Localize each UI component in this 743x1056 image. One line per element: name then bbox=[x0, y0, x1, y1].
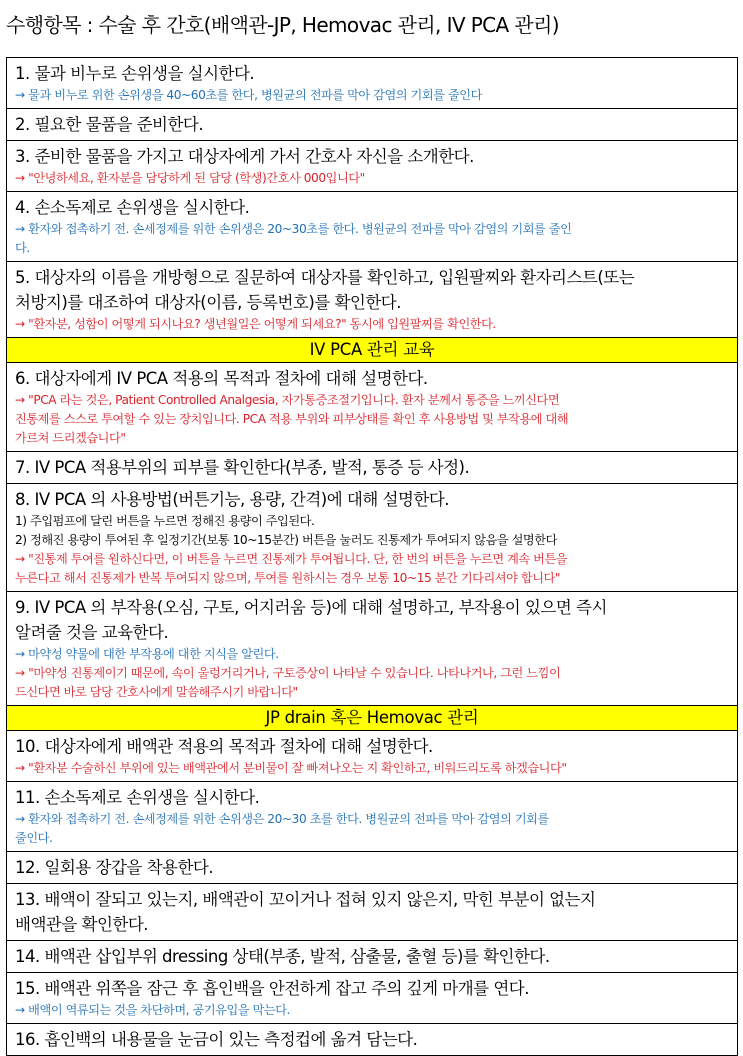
procedure-step bbox=[7, 591, 737, 705]
step-text: 16. 흡인백의 내용물을 눈금이 있는 측정컵에 옮겨 담는다. bbox=[15, 1030, 418, 1049]
step-text: 14. 배액관 삽입부위 dressing 상태(부종, 발적, 삼출물, 출혈 등)를 확인한다. bbox=[15, 947, 550, 966]
step-text: 13. 배액이 잘되고 있는지, 배액관이 꼬이거나 접혀 있지 않은지, 막힌 부분이 없는지 bbox=[15, 890, 596, 909]
step-text: 2. 필요한 물품을 준비한다. bbox=[15, 115, 204, 134]
rationale-note: → 마약성 약물에 대한 부작용에 대한 지식을 알린다. bbox=[15, 647, 279, 661]
step-text: 10. 대상자에게 배액관 적용의 목적과 절차에 대해 설명한다. bbox=[15, 737, 433, 756]
document-title: 수행항목 : 수술 후 간호(배액관-JP, Hemovac 관리, IV PCA 관리) bbox=[6, 13, 560, 37]
procedure-step bbox=[7, 883, 737, 940]
nurse-script: 누른다고 해서 진통제가 반복 투여되지 않으며, 투여를 원하시는 경우 보통 10~15 분간 기다리셔야 합니다" bbox=[15, 571, 560, 585]
step-text-continued: 배액관을 확인한다. bbox=[15, 915, 149, 934]
procedure-step bbox=[7, 730, 737, 781]
nurse-script: 드신다면 바로 담당 간호사에게 말씀해주시기 바랍니다" bbox=[15, 685, 298, 699]
section-header: JP drain 혹은 Hemovac 관리 bbox=[7, 705, 737, 730]
step-text: 6. 대상자에게 IV PCA 적용의 목적과 절차에 대해 설명한다. bbox=[15, 369, 428, 388]
step-text: 9. IV PCA 의 부작용(오심, 구토, 어지러움 등)에 대해 설명하고, 부작용이 있으면 즉시 bbox=[15, 598, 607, 617]
nurse-script: 가르쳐 드리겠습니다" bbox=[15, 431, 126, 445]
step-text: 15. 배액관 위쪽을 잠근 후 흡인백을 안전하게 잡고 주의 깊게 마개를 연다. bbox=[15, 979, 529, 998]
step-text: 7. IV PCA 적용부위의 피부를 확인한다(부종, 발적, 통증 등 사정). bbox=[15, 458, 470, 477]
rationale-note: 다. bbox=[15, 241, 30, 255]
section-header: IV PCA 관리 교육 bbox=[7, 337, 737, 362]
procedure-step bbox=[7, 58, 737, 108]
rationale-note: 줄인다. bbox=[15, 831, 53, 845]
nurse-script: → "PCA 라는 것은, Patient Controlled Analgesia, 자가통증조절기입니다. 환자 분께서 통증을 느끼신다면 bbox=[15, 393, 560, 407]
nurse-script: → "진통제 투여를 원하신다면, 이 버튼을 누르면 진통제가 투여됩니다. 단, 한 번의 버튼을 누르면 계속 버튼을 bbox=[15, 552, 568, 566]
procedure-step bbox=[7, 451, 737, 483]
procedure-step bbox=[7, 483, 737, 591]
step-text: 1. 물과 비누로 손위생을 실시한다. bbox=[15, 64, 255, 83]
procedure-step bbox=[7, 191, 737, 261]
step-text-continued: 처방지)를 대조하여 대상자(이름, 등록번호)를 확인한다. bbox=[15, 293, 401, 312]
procedure-step bbox=[7, 781, 737, 851]
rationale-note: → 물과 비누로 위한 손위생을 40~60초를 한다, 병원균의 전파를 막아 감염의 기회를 줄인다 bbox=[15, 88, 482, 102]
step-detail: 2) 정해진 용량이 투여된 후 일정기간(보통 10~15분간) 버튼을 눌러도 진통제가 투여되지 않음을 설명한다 bbox=[15, 533, 557, 547]
step-text: 4. 손소독제로 손위생을 실시한다. bbox=[15, 198, 250, 217]
step-text: 5. 대상자의 이름을 개방형으로 질문하여 대상자를 확인하고, 입원팔찌와 환자리스트(또는 bbox=[15, 268, 635, 287]
rationale-note: → 배액이 역류되는 것을 차단하며, 공기유입을 막는다. bbox=[15, 1003, 290, 1017]
procedure-table bbox=[6, 57, 738, 1056]
rationale-note: → 환자와 접촉하기 전. 손세정제를 위한 손위생은 20~30 초를 한다. 병원균의 전파를 막아 감염의 기회를 bbox=[15, 812, 549, 826]
nurse-script: → "환자분, 성함이 어떻게 되시나요? 생년월일은 어떻게 되세요?" 동시에 입원팔찌를 확인한다. bbox=[15, 317, 496, 331]
procedure-step bbox=[7, 940, 737, 972]
step-text: 11. 손소독제로 손위생을 실시한다. bbox=[15, 788, 260, 807]
step-detail: 1) 주입펌프에 달린 버튼을 누르면 정해진 용량이 주입된다. bbox=[15, 514, 315, 528]
procedure-step bbox=[7, 261, 737, 337]
procedure-step bbox=[7, 140, 737, 191]
procedure-step bbox=[7, 362, 737, 451]
procedure-step bbox=[7, 972, 737, 1023]
step-text: 8. IV PCA 의 사용방법(버튼기능, 용량, 간격)에 대해 설명한다. bbox=[15, 490, 450, 509]
procedure-step bbox=[7, 108, 737, 140]
step-text: 12. 일회용 장갑을 착용한다. bbox=[15, 858, 214, 877]
procedure-step bbox=[7, 851, 737, 883]
nurse-script: → "마약성 진통제이기 때문에, 속이 울렁거리거나, 구토증상이 나타날 수 있습니다. 나타나거나, 그런 느낌이 bbox=[15, 666, 561, 680]
step-text-continued: 알려줄 것을 교육한다. bbox=[15, 623, 169, 642]
step-text: 3. 준비한 물품을 가지고 대상자에게 가서 간호사 자신을 소개한다. bbox=[15, 147, 474, 166]
nurse-script: 진통제를 스스로 투여할 수 있는 장치입니다. PCA 적용 부위와 피부상태를 확인 후 사용방법 및 부작용에 대해 bbox=[15, 412, 569, 426]
procedure-step bbox=[7, 1023, 737, 1055]
nurse-script: → "안녕하세요, 환자분을 담당하게 된 담당 (학생)간호사 000입니다" bbox=[15, 171, 365, 185]
nurse-script: → "환자분 수술하신 부위에 있는 배액관에서 분비물이 잘 빠져나오는 지 확인하고, 비워드리도록 하겠습니다" bbox=[15, 761, 567, 775]
rationale-note: → 환자와 접촉하기 전. 손세정제를 위한 손위생은 20~30초를 한다. 병원균의 전파를 막아 감염의 기회를 줄인 bbox=[15, 222, 572, 236]
